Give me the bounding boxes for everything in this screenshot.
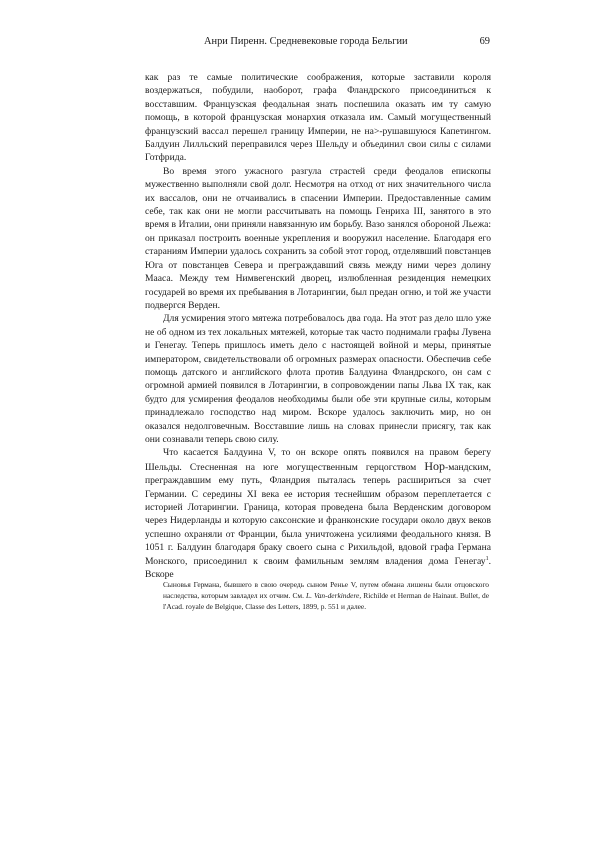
paragraph-text: -мандским, преграждавшим ему путь, Фландрия пыталась теперь расшириться за счет Германии. С середины XI века ее история теснейшим образом переплетается с историей Лотарингии. Граница, которая проведена была Верденским договором через Нидерланды и которую саксонские и франконские государи около двух веков успешно охраняли от Франции, была уничтожена усилиями феодального князя. В 1051 г. Балдуин благодаря браку своего сына с Рихильдой, вдовой графа Германа Монского, присоединил к своим фамильным землям владения дома Генегау (145, 461, 491, 567)
paragraph-text: . Вскоре (145, 555, 491, 581)
footnote (163, 579, 489, 612)
footnote-author: L. Van-derkindere, (306, 591, 362, 600)
running-title: Анри Пиренн. Средневековые города Бельгии (204, 36, 408, 47)
paragraph-text: Что касается Балдуина V, то он вскоре опять появился на правом берегу Шельды. Стесненная на юге могущественным герцогством (145, 447, 491, 473)
footnote-marker[interactable]: 1 (485, 555, 489, 562)
paragraph: Во время этого ужасного разгула страстей среди феодалов епископы мужественно выполняли свой долг. Несмотря на отход от них значительного числа их вассалов, они не отчаивались в спасении Империи. Предоставленные самим себе, так как они не могли рассчитывать на помощь Генриха III, занятого в это время в Италии, они приняли навязанную им борьбу. Вазо занялся обороной Льежа: он приказал построить военные укрепления и вооружил население. Благодаря его стараниям Империи удалось сохранить за собой этот город, отделявший повстанцев Юга от повстанцев Севера и преграждавший связь между ними через долину Мааса. Между тем Нимвегенский дворец, излюбленная резиденция немецких государей во время их пребывания в Лотарингии, был предан огню, и той же участи подвергся Верден. (145, 165, 491, 311)
enlarged-text: Нор (424, 458, 445, 473)
main-text (145, 71, 491, 581)
footnote-text: Richilde et Herman de Hainaut. Bullet, de l'Acad. royale de Belgique, Classe des Letters, 1899, p. 551 и далее. (163, 591, 489, 611)
paragraph: как раз те самые политические соображения, которые заставили короля воздержаться, побудили, наоборот, графа Фландрского присоединиться к восставшим. Французская феодальная знать поспешила оказать им ту самую помощь, в которой французская монархия отказала им. Самый могущественный французский вассал перешел границу Империи, не на>-рушавшуюся Капетингом. Балдуин Лилльский переправился через Шельду и объединил свои силы с силами Готфрида. (145, 72, 491, 164)
page-number: 69 (479, 36, 490, 47)
paragraph (145, 446, 491, 581)
footnote-text: Сыновья Германа, бывшего в свою очередь сыном Ренье V, путем обмана лишены были отцовского наследства, которым завладел их отчим. См. (163, 580, 489, 600)
paragraph: Для усмирения этого мятежа потребовалось два года. На этот раз дело шло уже не об одном из тех локальных мятежей, которые так часто поднимали графы Лувена и Генегау. Теперь пришлось иметь дело с настоящей войной и меры, принятые императором, свидетельствовали об огромных размерах опасности. Обеспечив себе помощь датского и английского флота против Балдуина Фландрского, он сам с огромной армией появился в Лотарингии, в сопровождении папы Льва IX так, как будто для усмирения феодалов необходимы были обе эти крупные силы, которым принадлежало господство над миром. Вскоре удалось заключить мир, но он оказался недолговечным. Восставшие лишь на словах принесли присягу, так как они сознавали теперь свою силу. (145, 313, 491, 445)
